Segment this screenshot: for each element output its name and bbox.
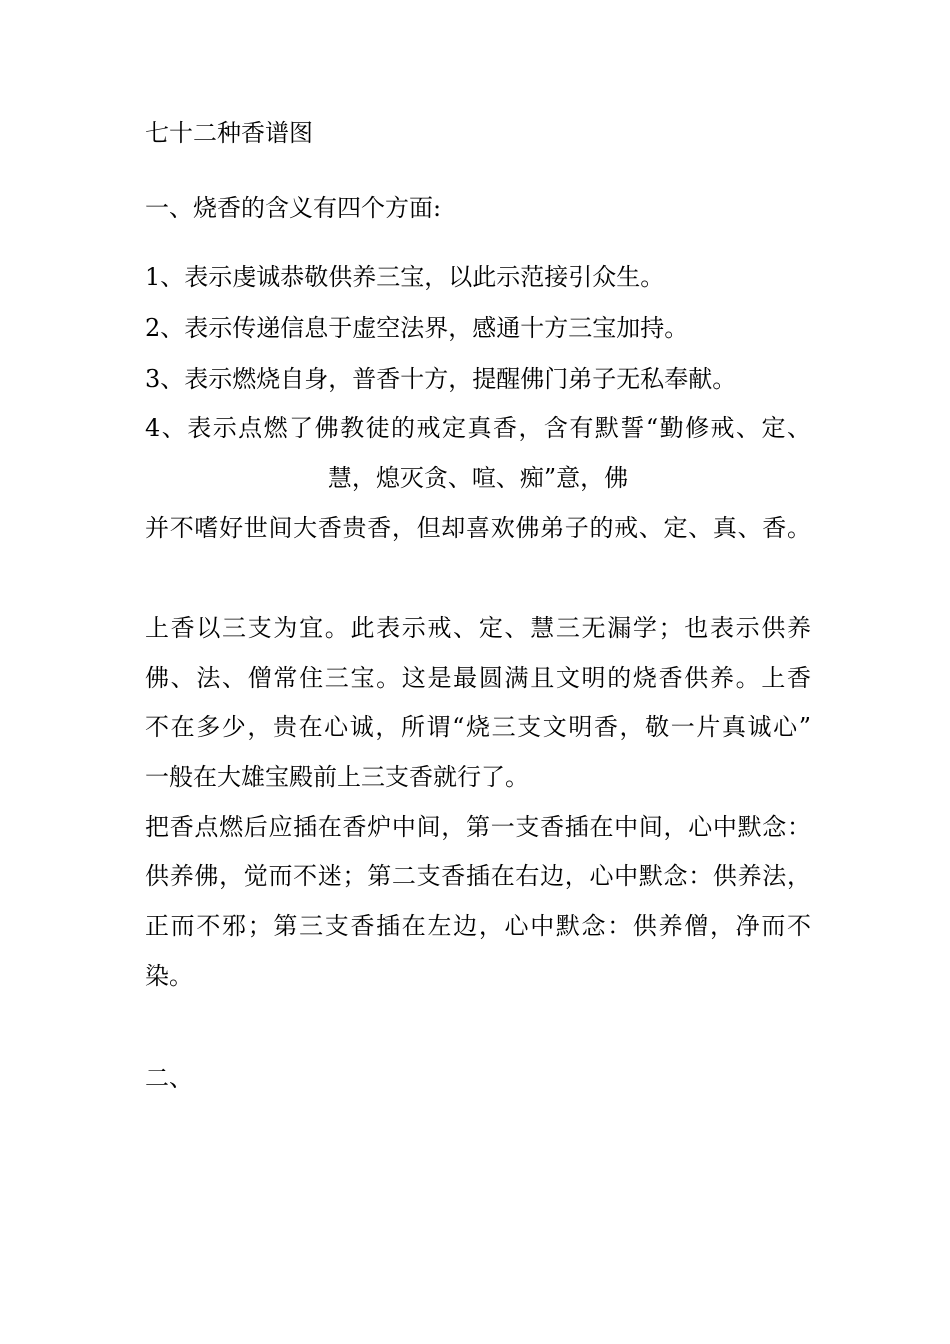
- paragraph-2-line-4: 染。: [145, 962, 193, 990]
- meaning-item-3: 3、表示燃烧自身，普香十方，提醒佛门弟子无私奉献。: [145, 365, 737, 393]
- section-heading-2: 二、: [145, 1064, 193, 1092]
- paragraph-1-line-1: 上香以三支为宜。此表示戒、定、慧三无漏学；也表示供养: [145, 614, 811, 642]
- meaning-item-4-continued: 慧，熄灭贪、喧、痴”意，佛: [327, 464, 629, 492]
- paragraph-2-line-1: 把香点燃后应插在香炉中间，第一支香插在中间，心中默念：: [145, 813, 811, 841]
- meaning-item-1: 1、表示虔诚恭敬供养三宝，以此示范接引众生。: [145, 263, 665, 291]
- meaning-item-2: 2、表示传递信息于虚空法界，感通十方三宝加持。: [145, 314, 689, 342]
- paragraph-1-line-3: 不在多少，贵在心诚，所谓“烧三支文明香，敬一片真诚心”: [145, 713, 811, 741]
- document-title: 七十二种香谱图: [145, 119, 313, 147]
- section-heading-1: 一、烧香的含义有四个方面:: [145, 194, 442, 222]
- paragraph-1-line-2: 佛、法、僧常住三宝。这是最圆满且文明的烧香供养。上香: [145, 664, 811, 692]
- meaning-item-4: 4、表示点燃了佛教徒的戒定真香，含有默誓“勤修戒、定、: [145, 414, 811, 442]
- paragraph-2-line-3: 正而不邪；第三支香插在左边，心中默念：供养僧，净而不: [145, 912, 811, 940]
- meaning-item-4-end: 并不嗜好世间大香贵香，但却喜欢佛弟子的戒、定、真、香。: [145, 514, 811, 542]
- paragraph-2-line-2: 供养佛，觉而不迷；第二支香插在右边，心中默念：供养法，: [145, 862, 811, 890]
- paragraph-1-line-4: 一般在大雄宝殿前上三支香就行了。: [145, 763, 529, 791]
